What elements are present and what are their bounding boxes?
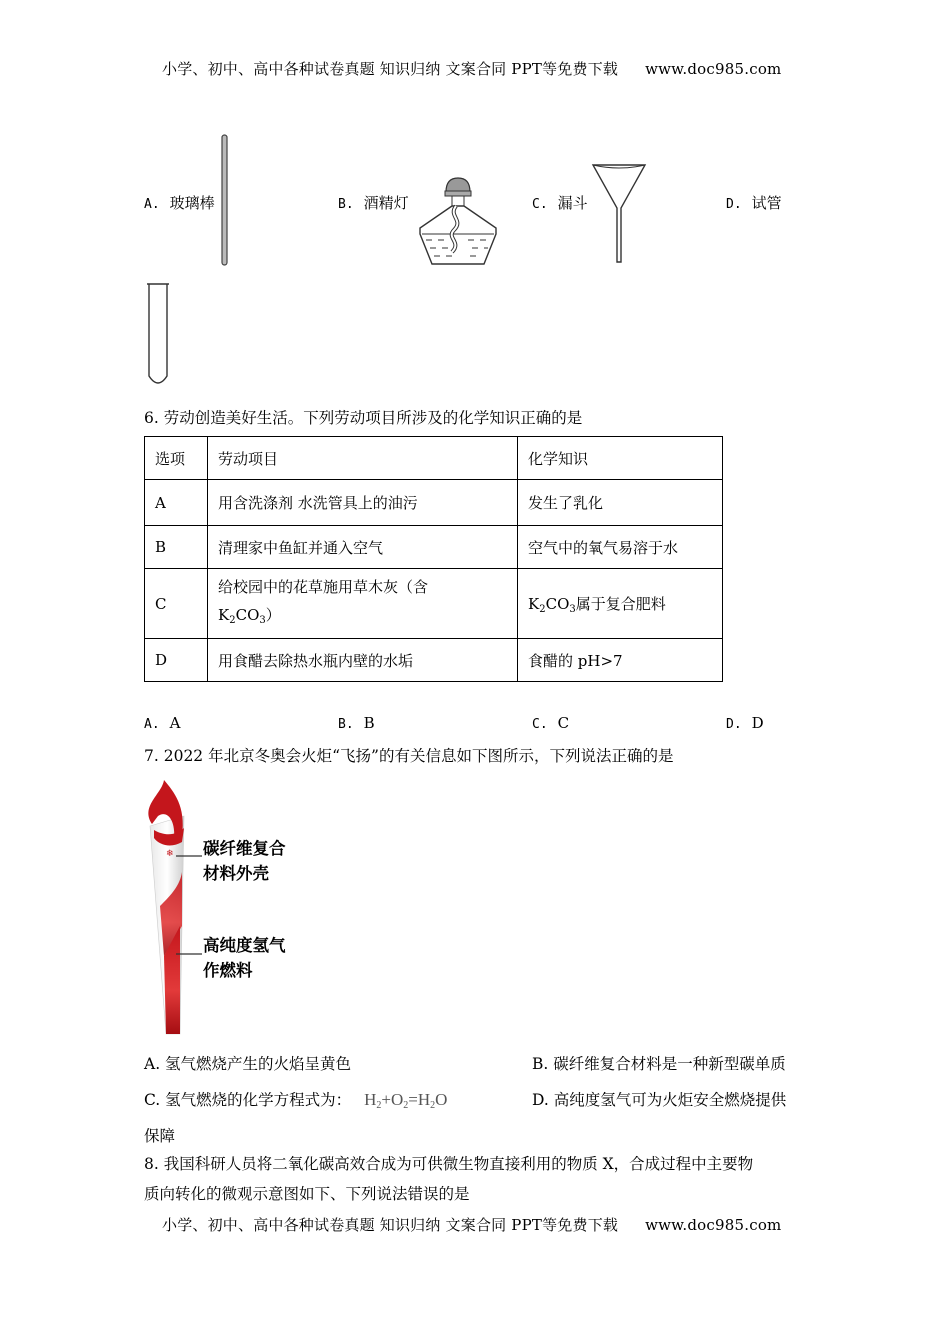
table-cell-option: C [145, 569, 208, 639]
table-cell-project: 用含洗涤剂 水洗管具上的油污 [208, 480, 518, 526]
q6-stem: 6. 劳动创造美好生活。下列劳动项目所涉及的化学知识正确的是 [144, 409, 583, 427]
q7-equation: $H_2+O_2=H_2O$ [364, 1090, 448, 1111]
page-footer [162, 1214, 781, 1235]
torch-emblem-icon: ❄ [166, 849, 174, 859]
table-row [145, 526, 723, 569]
q8-stem-line1: 8. 我国科研人员将二氧化碳高效合成为可供微生物直接利用的物质 X，合成过程中主要物 [144, 1155, 754, 1173]
footer-text: 小学、初中、高中各种试卷真题 知识归纳 文案合同 PPT等免费下载 [162, 1216, 619, 1234]
alcohol-lamp-image [412, 176, 504, 268]
funnel-image [590, 162, 648, 266]
table-cell-project: 给校园中的花草施用草木灰（含 $K_2CO_3$） [208, 569, 518, 639]
table-cell-option: B [145, 526, 208, 569]
q7-option-a: A. 氢气燃烧产生的火焰呈黄色 [144, 1055, 352, 1073]
q6-answer-a: A. A [144, 714, 181, 732]
table-row [145, 569, 723, 639]
q6-answer-d: D. D [726, 714, 764, 732]
header-text: 小学、初中、高中各种试卷真题 知识归纳 文案合同 PPT等免费下载 [162, 60, 619, 78]
q8-stem-line2: 质向转化的微观示意图如下、下列说法错误的是 [144, 1185, 470, 1203]
table-cell-knowledge: $K_2CO_3$属于复合肥料 [518, 569, 723, 639]
q7-stem: 7. 2022 年北京冬奥会火炬“飞扬”的有关信息如下图所示，下列说法正确的是 [144, 747, 674, 765]
table-header-cell: 劳动项目 [208, 437, 518, 480]
q6-answer-c: C. C [532, 714, 570, 732]
q6-table [144, 436, 723, 682]
table-cell-option: A [145, 480, 208, 526]
table-cell-project: 用食醋去除热水瓶内壁的水垢 [208, 639, 518, 682]
glass-rod-image [218, 134, 232, 268]
torch-label-shell: 碳纤维复合 材料外壳 [203, 839, 286, 883]
table-cell-option: D [145, 639, 208, 682]
table-row [145, 480, 723, 526]
page-header [162, 58, 781, 79]
header-url: www.doc985.com [645, 60, 782, 78]
q6-answer-b: B. B [338, 714, 375, 732]
torch-label-fuel: 高纯度氢气 作燃料 [203, 936, 286, 980]
q7-option-d: D. 高纯度氢气可为火炬安全燃烧提供 [532, 1091, 787, 1109]
q5-option-c: C. 漏斗 [532, 194, 588, 212]
table-row [145, 639, 723, 682]
test-tube-image [144, 282, 172, 392]
q5-option-a: A. 玻璃棒 [144, 194, 215, 212]
q5-option-d: D. 试管 [726, 194, 782, 212]
table-cell-project: 清理家中鱼缸并通入空气 [208, 526, 518, 569]
q7-option-c: C. 氢气燃烧的化学方程式为： $H_2+O_2=H_2O$ [144, 1090, 448, 1111]
q7-option-d-cont: 保障 [144, 1127, 176, 1145]
q5-option-b: B. 酒精灯 [338, 194, 409, 212]
q7-option-b: B. 碳纤维复合材料是一种新型碳单质 [532, 1055, 786, 1073]
table-cell-knowledge: 发生了乳化 [518, 480, 723, 526]
table-header-cell: 选项 [145, 437, 208, 480]
torch-pointer-lines [176, 852, 204, 962]
footer-url: www.doc985.com [645, 1216, 782, 1234]
table-header-cell: 化学知识 [518, 437, 723, 480]
table-cell-knowledge: 空气中的氧气易溶于水 [518, 526, 723, 569]
table-header-row [145, 437, 723, 480]
table-cell-knowledge: 食醋的 pH>7 [518, 639, 723, 682]
